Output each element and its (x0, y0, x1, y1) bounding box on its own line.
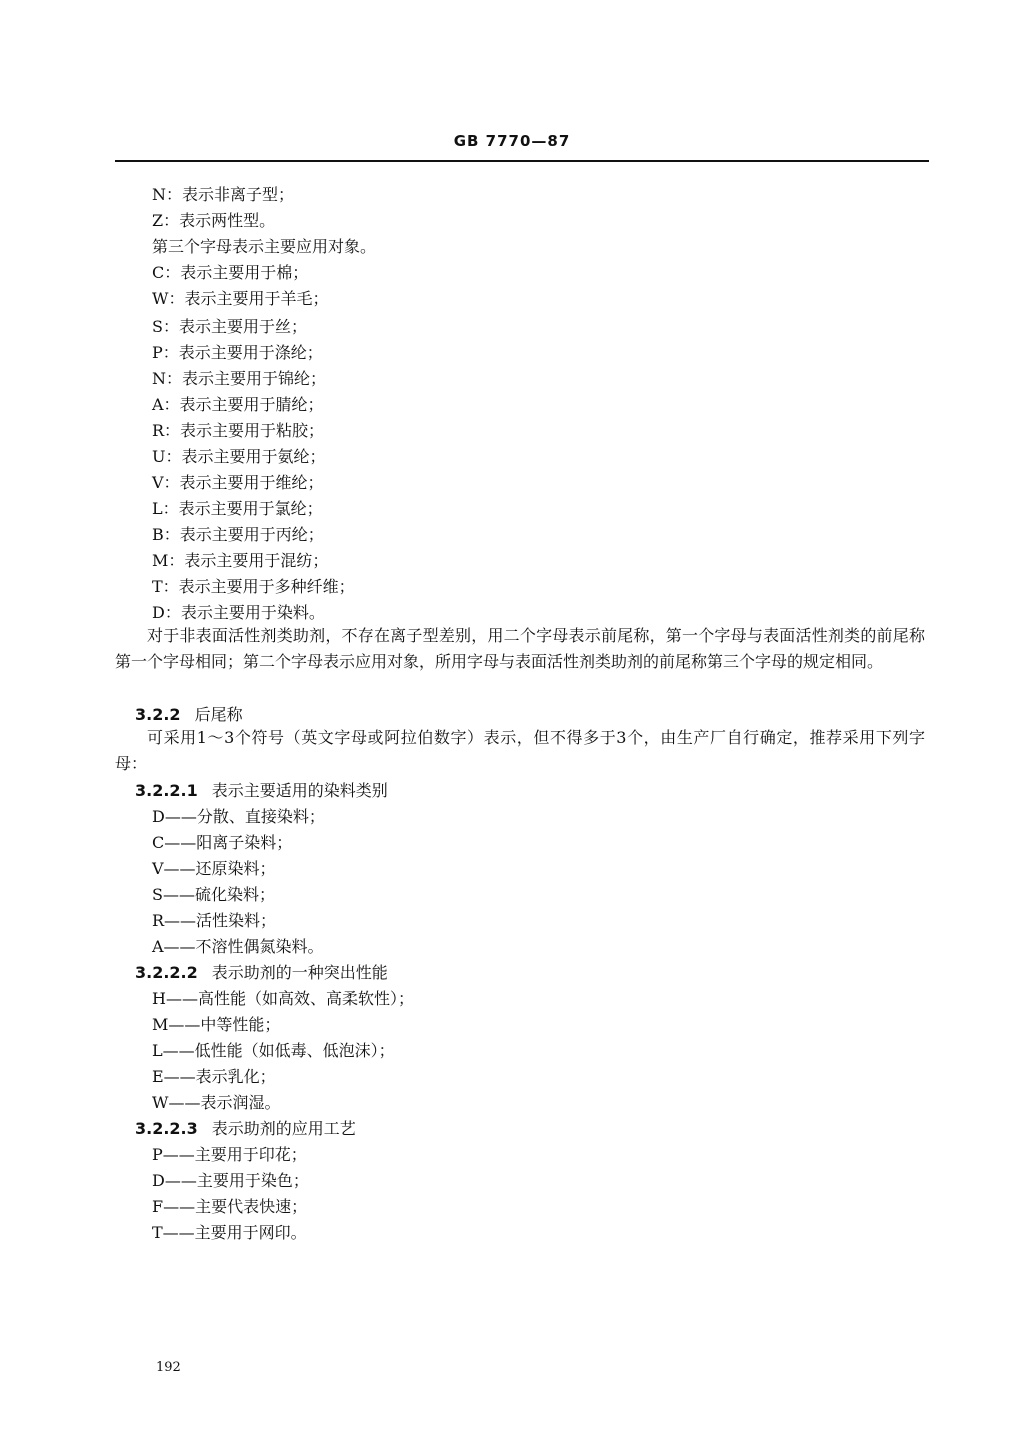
list-item: N：表示非离子型； (152, 185, 295, 204)
list-item: B：表示主要用于丙纶； (152, 525, 324, 544)
list-item: U：表示主要用于氨纶； (152, 447, 326, 466)
list-item: V：表示主要用于维纶； (152, 473, 324, 492)
list-item: D——主要用于染色； (152, 1171, 309, 1190)
list-item: M——中等性能； (152, 1015, 281, 1034)
list-item: H——高性能（如高效、高柔软性）； (152, 989, 414, 1008)
list-item: P——主要用于印花； (152, 1145, 307, 1164)
list-item: Z：表示两性型。 (152, 211, 276, 230)
list-item: P：表示主要用于涤纶； (152, 343, 323, 362)
list-item: A——不溶性偶氮染料。 (152, 937, 324, 956)
list-item: S——硫化染料； (152, 885, 275, 904)
section-title: 表示主要适用的染料类别 (211, 781, 388, 800)
list-item: L：表示主要用于氯纶； (152, 499, 323, 518)
list-item: V——还原染料； (152, 859, 276, 878)
list-item: T——主要用于网印。 (152, 1223, 307, 1242)
list-item: T：表示主要用于多种纤维； (152, 577, 355, 596)
section-heading-3-2-2-3 (135, 1119, 356, 1139)
list-item: W——表示润湿。 (152, 1093, 281, 1112)
list-item: C——阳离子染料； (152, 833, 293, 852)
list-item: 第三个字母表示主要应用对象。 (152, 237, 377, 256)
list-item: W：表示主要用于羊毛； (152, 289, 329, 308)
section-number: 3.2.2.3 (135, 1119, 198, 1138)
list-item: E——表示乳化； (152, 1067, 276, 1086)
section-number: 3.2.2.1 (135, 781, 198, 800)
list-item: N：表示主要用于锦纶； (152, 369, 327, 388)
list-item: L——低性能（如低毒、低泡沫）； (152, 1041, 395, 1060)
section-heading-3-2-2 (135, 705, 243, 725)
list-item: D——分散、直接染料； (152, 807, 325, 826)
section-heading-3-2-2-1 (135, 781, 388, 801)
section-title: 表示助剂的应用工艺 (211, 1119, 356, 1138)
list-item: R——活性染料； (152, 911, 277, 930)
section-heading-3-2-2-2 (135, 963, 388, 983)
paragraph-suffix-rule: 可采用1～3个符号（英文字母或阿拉伯数字）表示，但不得多于3个，由生产厂自行确定，推荐采用下列字母： (115, 728, 925, 773)
document-code: GB 7770—87 (453, 132, 571, 150)
section-number: 3.2.2.2 (135, 963, 198, 982)
page-number: 192 (156, 1360, 181, 1375)
section-title: 后尾称 (194, 705, 243, 724)
list-item: D：表示主要用于染料。 (152, 603, 325, 622)
list-item: R：表示主要用于粘胶； (152, 421, 325, 440)
list-item: F——主要代表快速； (152, 1197, 308, 1216)
list-item: M：表示主要用于混纺； (152, 551, 329, 570)
header-rule (115, 160, 929, 162)
list-item: S：表示主要用于丝； (152, 317, 307, 336)
list-item: A：表示主要用于腈纶； (152, 395, 324, 414)
paragraph-non-surfactant: 对于非表面活性剂类助剂，不存在离子型差别，用二个字母表示前尾称，第一个字母与表面活性剂类的前尾称第一个字母相同；第二个字母表示应用对象，所用字母与表面活性剂类助剂的前尾称第三个字母的规定相同。 (115, 626, 925, 671)
section-title: 表示助剂的一种突出性能 (211, 963, 388, 982)
section-number: 3.2.2 (135, 705, 181, 724)
list-item: C：表示主要用于棉； (152, 263, 309, 282)
